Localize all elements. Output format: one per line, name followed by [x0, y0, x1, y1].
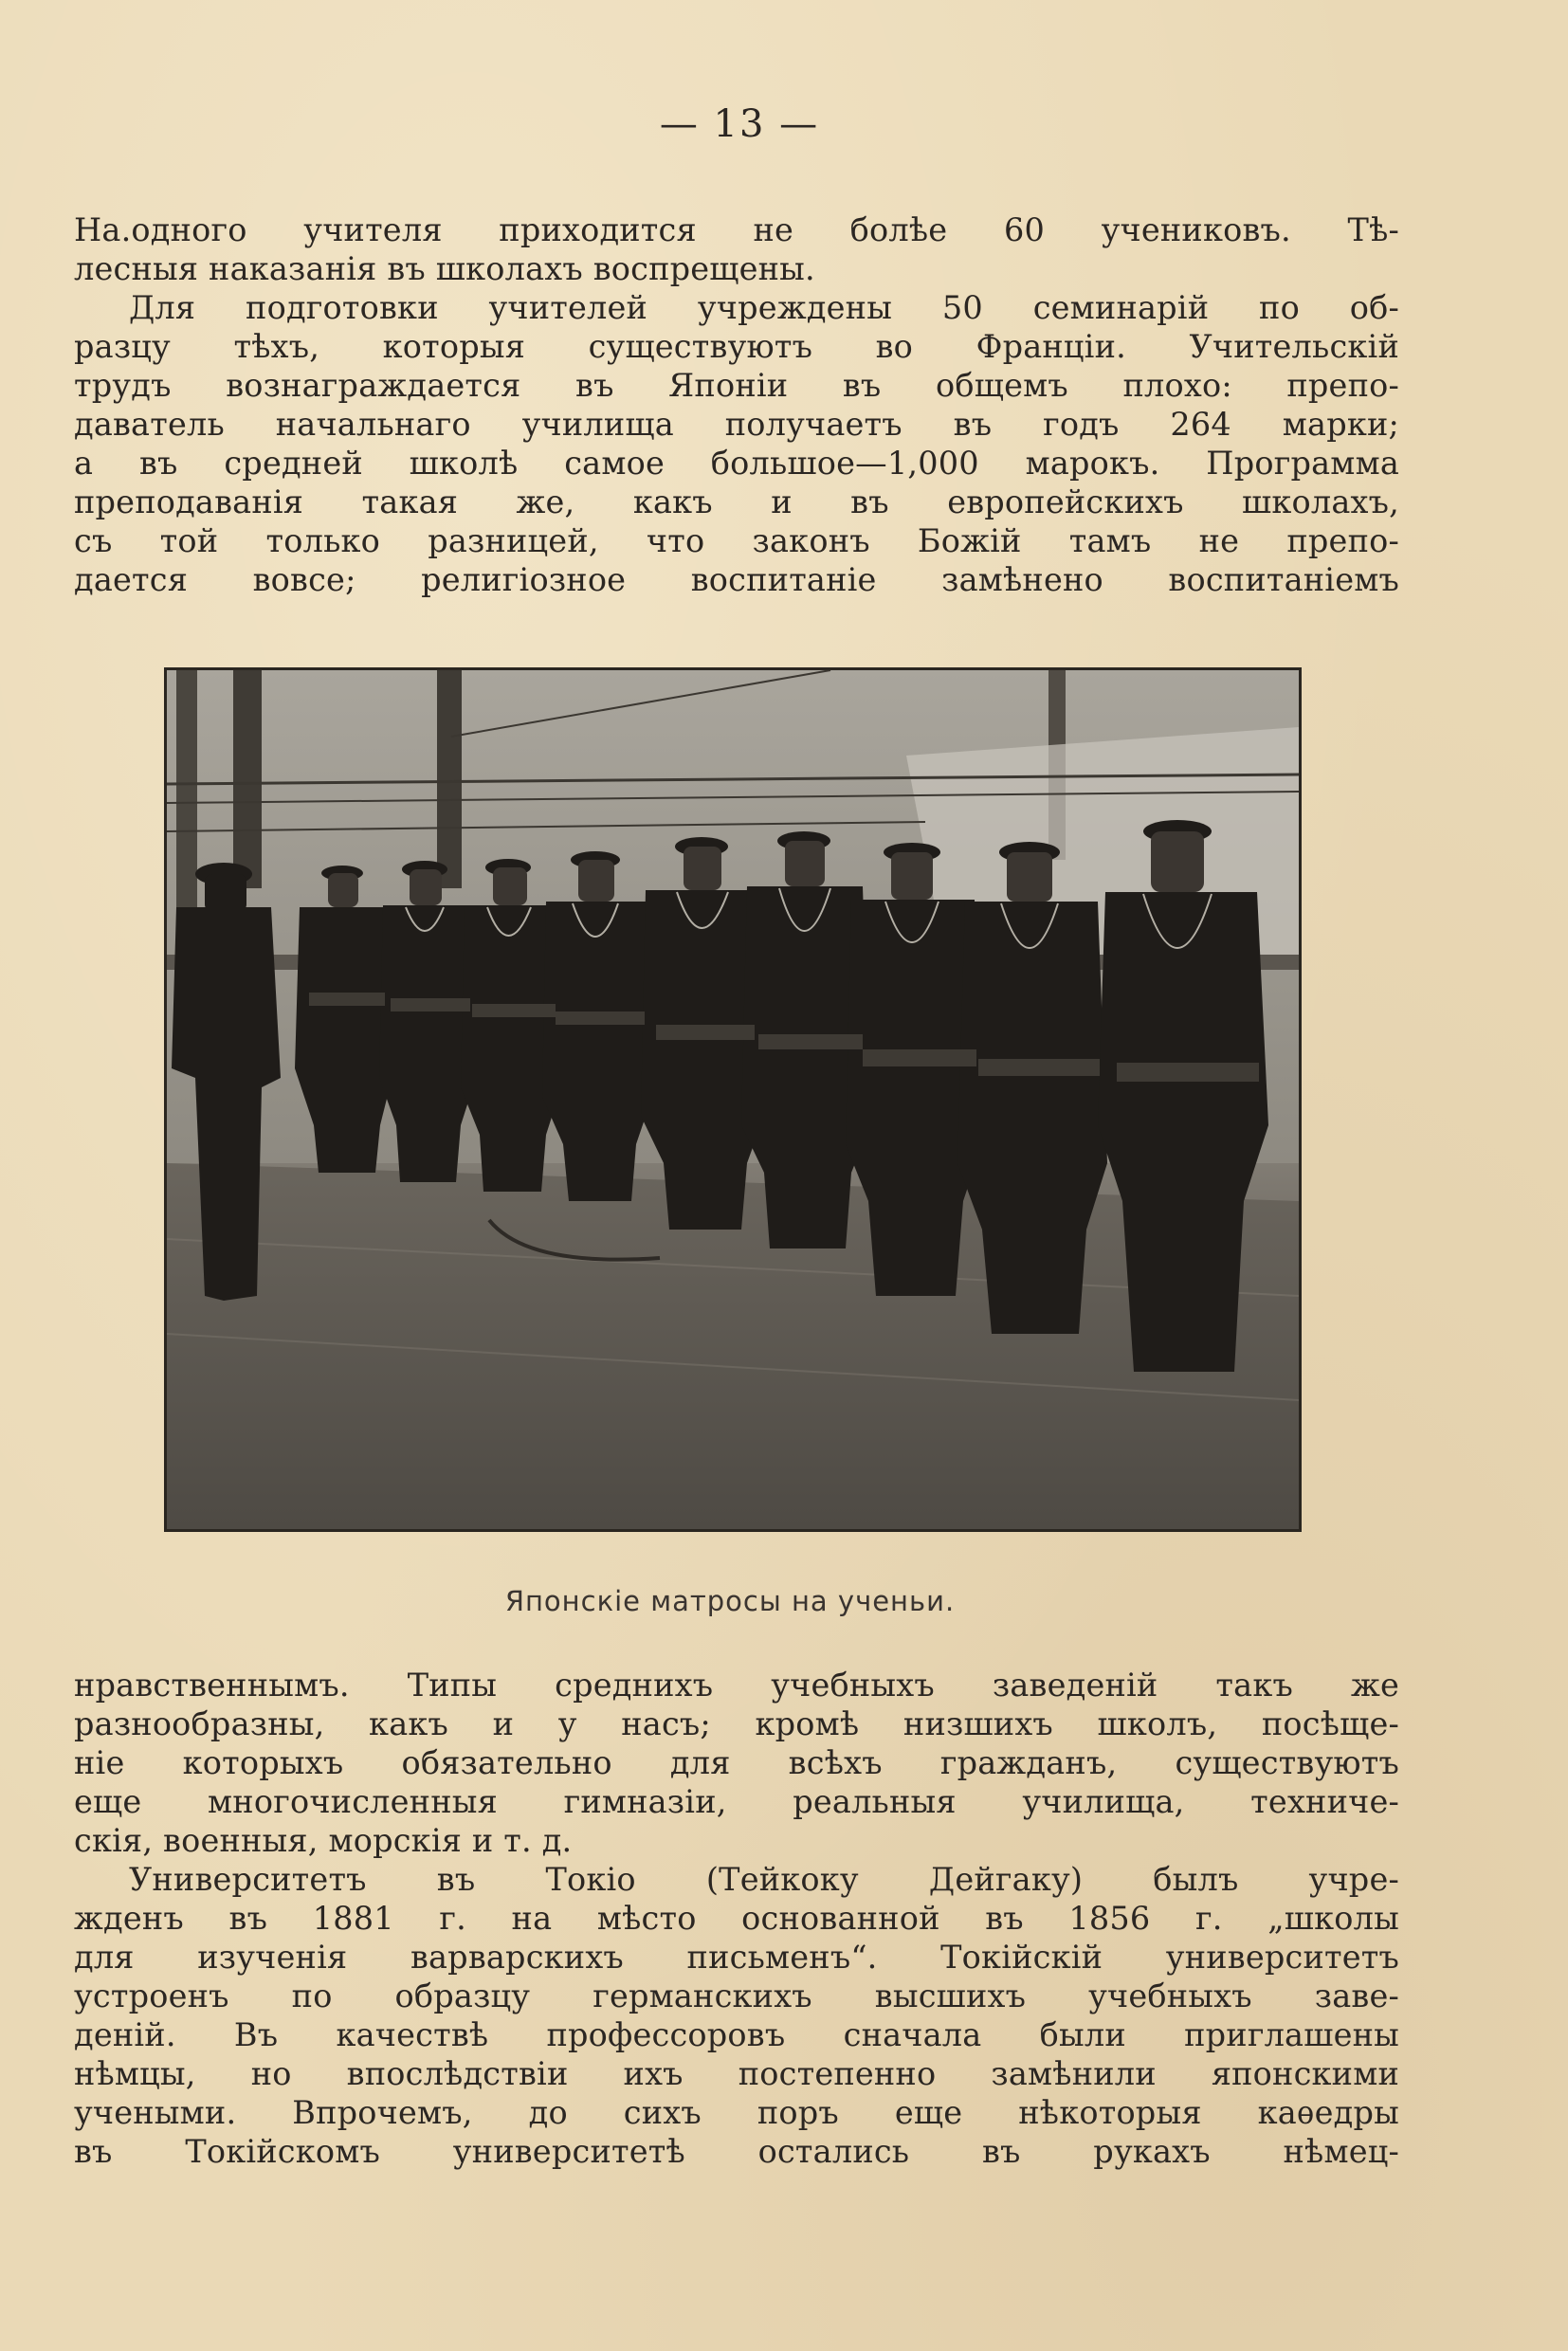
text-line: даватель начальнаго училища получаетъ въ годъ 264 марки;: [74, 406, 1399, 443]
text-line: для изученія варварскихъ письменъ“. Токійскій университетъ: [74, 1939, 1399, 1976]
photo-caption: Японскіе матросы на ученьи.: [504, 1585, 956, 1617]
text-block-top: [74, 210, 1399, 599]
text-line: съ той только разницей, что законъ Божій тамъ не препо-: [74, 522, 1399, 559]
page-number: — 13 —: [659, 102, 820, 146]
sailors-photograph: [164, 667, 1302, 1532]
text-line: нравственнымъ. Типы среднихъ учебныхъ заведеній такъ же: [74, 1667, 1399, 1704]
text-line: преподаванія такая же, какъ и въ европейскихъ школахъ,: [74, 483, 1399, 520]
text-block-bottom: [74, 1666, 1399, 2171]
text-line: учеными. Впрочемъ, до сихъ поръ еще нѣкоторыя каѳедры: [74, 2094, 1399, 2131]
text-line: ніе которыхъ обязательно для всѣхъ гражданъ, существуютъ: [74, 1744, 1399, 1781]
text-line: разнообразны, какъ и у насъ; кромѣ низшихъ школъ, посѣще-: [74, 1705, 1399, 1742]
text-line: трудъ вознаграждается въ Японіи въ общемъ плохо: препо-: [74, 367, 1399, 404]
text-line: жденъ въ 1881 г. на мѣсто основанной въ 1856 г. „школы: [74, 1900, 1399, 1937]
text-line: разцу тѣхъ, которыя существуютъ во Франціи. Учительскій: [74, 328, 1399, 365]
text-line: нѣмцы, но впослѣдствіи ихъ постепенно замѣнили японскими: [74, 2055, 1399, 2092]
text-line: лесныя наказанія въ школахъ воспрещены.: [74, 250, 815, 287]
text-line: а въ средней школѣ самое большое—1,000 марокъ. Программа: [74, 445, 1399, 482]
photo-illustration: [167, 670, 1299, 1529]
text-line: На.одного учителя приходится не болѣе 60 учениковъ. Тѣ-: [74, 211, 1399, 248]
text-line: скія, военныя, морскія и т. д.: [74, 1822, 573, 1859]
text-line: Университетъ въ Токіо (Тейкоку Дейгаку) былъ учре-: [129, 1861, 1399, 1898]
text-line: деній. Въ качествѣ профессоровъ сначала были приглашены: [74, 2016, 1399, 2053]
text-line: еще многочисленныя гимназіи, реальныя училища, техниче-: [74, 1783, 1399, 1820]
text-line: въ Токійскомъ университетѣ остались въ рукахъ нѣмец-: [74, 2133, 1399, 2170]
text-line: дается вовсе; религіозное воспитаніе замѣнено воспитаніемъ: [74, 561, 1399, 598]
text-line: устроенъ по образцу германскихъ высшихъ учебныхъ заве-: [74, 1977, 1399, 2014]
text-line: Для подготовки учителей учреждены 50 семинарій по об-: [129, 289, 1399, 326]
